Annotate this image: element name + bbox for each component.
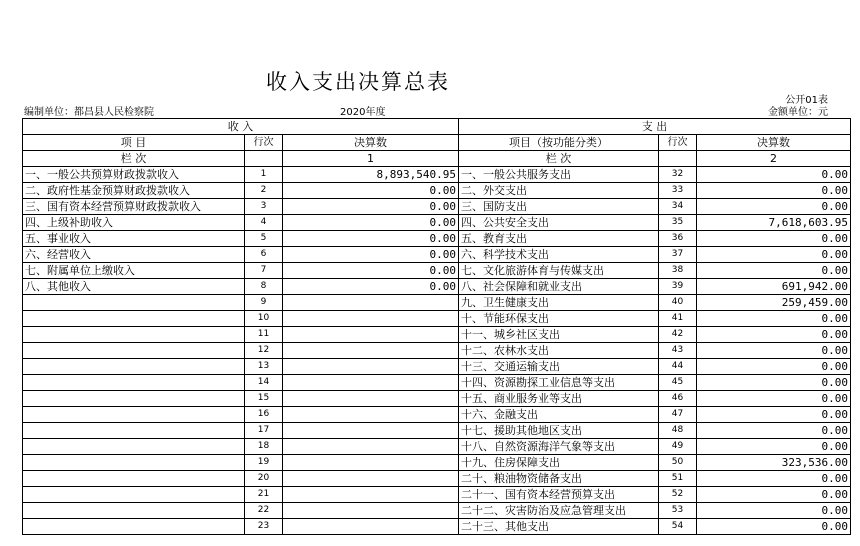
expense-item-cell: 十九、住房保障支出	[459, 455, 659, 471]
expense-amount-cell: 0.00	[697, 327, 851, 343]
expense-amount-cell: 7,618,603.95	[697, 215, 851, 231]
expense-amount-cell: 259,459.00	[697, 295, 851, 311]
income-line-cell: 9	[245, 295, 283, 311]
income-amount-cell: 0.00	[283, 263, 459, 279]
table-row	[23, 455, 851, 471]
expense-line-cell: 35	[659, 215, 697, 231]
income-line-cell: 12	[245, 343, 283, 359]
expense-amount-cell: 0.00	[697, 471, 851, 487]
expense-line-cell: 32	[659, 167, 697, 183]
income-item-cell	[23, 455, 245, 471]
income-item-cell	[23, 519, 245, 535]
income-item-cell: 三、国有资本经营预算财政拨款收入	[23, 199, 245, 215]
income-line-cell: 7	[245, 263, 283, 279]
income-line-cell: 4	[245, 215, 283, 231]
income-item-cell	[23, 311, 245, 327]
expense-amount-cell: 0.00	[697, 407, 851, 423]
income-line-cell: 11	[245, 327, 283, 343]
expense-item-cell: 四、公共安全支出	[459, 215, 659, 231]
expense-amount-cell: 323,536.00	[697, 455, 851, 471]
table-row	[23, 167, 851, 183]
table-row	[23, 471, 851, 487]
income-item-cell	[23, 375, 245, 391]
expense-item-cell: 十五、商业服务业等支出	[459, 391, 659, 407]
expense-line-cell: 33	[659, 183, 697, 199]
income-item-cell: 一、一般公共预算财政拨款收入	[23, 167, 245, 183]
expense-item-cell: 二十三、其他支出	[459, 519, 659, 535]
table-row	[23, 375, 851, 391]
income-expense-table	[22, 118, 851, 535]
form-number: 公开01表	[785, 95, 828, 106]
income-item-cell	[23, 487, 245, 503]
expense-item-cell: 十二、农林水支出	[459, 343, 659, 359]
expense-amount-header: 决算数	[697, 135, 851, 151]
table-row	[23, 231, 851, 247]
income-item-cell	[23, 503, 245, 519]
expense-item-cell: 二十一、国有资本经营预算支出	[459, 487, 659, 503]
expense-line-cell: 50	[659, 455, 697, 471]
expense-line-cell: 40	[659, 295, 697, 311]
expense-amount-cell: 0.00	[697, 167, 851, 183]
income-line-cell: 1	[245, 167, 283, 183]
income-amount-cell	[283, 487, 459, 503]
expense-item-cell: 十四、资源勘探工业信息等支出	[459, 375, 659, 391]
expense-line-cell: 41	[659, 311, 697, 327]
expense-item-cell: 七、文化旅游体育与传媒支出	[459, 263, 659, 279]
expense-line-index-cell	[659, 151, 697, 167]
income-amount-cell: 0.00	[283, 183, 459, 199]
column-header-row	[23, 135, 851, 151]
income-amount-cell: 0.00	[283, 215, 459, 231]
expense-line-cell: 37	[659, 247, 697, 263]
table-row	[23, 359, 851, 375]
expense-line-cell: 39	[659, 279, 697, 295]
expense-item-cell: 十、节能环保支出	[459, 311, 659, 327]
income-amount-cell	[283, 471, 459, 487]
expense-line-cell: 48	[659, 423, 697, 439]
table-row	[23, 519, 851, 535]
income-item-cell	[23, 407, 245, 423]
income-item-cell	[23, 391, 245, 407]
expense-line-cell: 46	[659, 391, 697, 407]
table-row	[23, 343, 851, 359]
expense-amount-cell: 0.00	[697, 359, 851, 375]
income-item-header: 项 目	[23, 135, 245, 151]
expense-amount-cell: 0.00	[697, 487, 851, 503]
income-amount-cell	[283, 311, 459, 327]
expense-amount-cell: 0.00	[697, 375, 851, 391]
expense-line-cell: 51	[659, 471, 697, 487]
income-item-cell	[23, 471, 245, 487]
expense-amount-cell: 0.00	[697, 231, 851, 247]
expense-item-cell: 一、一般公共服务支出	[459, 167, 659, 183]
income-line-index-cell	[245, 151, 283, 167]
table-row	[23, 263, 851, 279]
income-section-header: 收 入	[23, 119, 459, 135]
income-line-cell: 23	[245, 519, 283, 535]
expense-item-header: 项目（按功能分类）	[459, 135, 659, 151]
income-item-cell	[23, 327, 245, 343]
table-row	[23, 183, 851, 199]
income-line-cell: 3	[245, 199, 283, 215]
expense-amount-cell: 0.00	[697, 423, 851, 439]
expense-amount-index: 2	[697, 151, 851, 167]
income-amount-cell: 0.00	[283, 279, 459, 295]
expense-item-cell: 二、外交支出	[459, 183, 659, 199]
income-line-cell: 17	[245, 423, 283, 439]
income-item-cell	[23, 423, 245, 439]
income-item-cell: 二、政府性基金预算财政拨款收入	[23, 183, 245, 199]
expense-item-cell: 十八、自然资源海洋气象等支出	[459, 439, 659, 455]
income-amount-cell	[283, 295, 459, 311]
table-row	[23, 311, 851, 327]
table-row	[23, 215, 851, 231]
expense-item-cell: 二十二、灾害防治及应急管理支出	[459, 503, 659, 519]
income-amount-cell: 8,893,540.95	[283, 167, 459, 183]
expense-amount-cell: 691,942.00	[697, 279, 851, 295]
income-line-cell: 14	[245, 375, 283, 391]
expense-line-cell: 52	[659, 487, 697, 503]
income-amount-cell	[283, 327, 459, 343]
table-row	[23, 279, 851, 295]
expense-line-cell: 34	[659, 199, 697, 215]
income-line-cell: 2	[245, 183, 283, 199]
income-amount-cell: 0.00	[283, 247, 459, 263]
income-item-cell: 七、附属单位上缴收入	[23, 263, 245, 279]
money-unit: 金额单位：元	[768, 107, 828, 118]
expense-item-cell: 二十、粮油物资储备支出	[459, 471, 659, 487]
table-row	[23, 439, 851, 455]
expense-line-header: 行次	[659, 135, 697, 151]
section-header-row	[23, 119, 851, 135]
income-line-cell: 5	[245, 231, 283, 247]
expense-amount-cell: 0.00	[697, 311, 851, 327]
income-amount-cell	[283, 519, 459, 535]
expense-line-cell: 54	[659, 519, 697, 535]
income-amount-cell	[283, 407, 459, 423]
income-line-cell: 13	[245, 359, 283, 375]
expense-item-cell: 十七、援助其他地区支出	[459, 423, 659, 439]
income-item-cell	[23, 295, 245, 311]
income-item-cell: 五、事业收入	[23, 231, 245, 247]
expense-amount-cell: 0.00	[697, 247, 851, 263]
income-amount-cell	[283, 343, 459, 359]
expense-line-cell: 38	[659, 263, 697, 279]
table-row	[23, 487, 851, 503]
expense-item-cell: 十六、金融支出	[459, 407, 659, 423]
income-amount-cell	[283, 503, 459, 519]
table-row	[23, 503, 851, 519]
expense-amount-cell: 0.00	[697, 391, 851, 407]
income-item-cell	[23, 359, 245, 375]
income-line-cell: 22	[245, 503, 283, 519]
income-amount-cell	[283, 439, 459, 455]
table-row	[23, 423, 851, 439]
expense-line-cell: 43	[659, 343, 697, 359]
compiling-unit: 编制单位：都昌县人民检察院	[24, 107, 154, 118]
expense-line-cell: 47	[659, 407, 697, 423]
expense-line-cell: 36	[659, 231, 697, 247]
table-row	[23, 199, 851, 215]
income-amount-cell	[283, 375, 459, 391]
income-line-cell: 18	[245, 439, 283, 455]
income-amount-cell	[283, 423, 459, 439]
income-amount-cell	[283, 391, 459, 407]
table-row	[23, 295, 851, 311]
expense-amount-cell: 0.00	[697, 439, 851, 455]
income-line-cell: 19	[245, 455, 283, 471]
report-title: 收入支出决算总表	[266, 70, 450, 94]
income-line-cell: 10	[245, 311, 283, 327]
income-line-cell: 20	[245, 471, 283, 487]
expense-amount-cell: 0.00	[697, 183, 851, 199]
income-line-cell: 8	[245, 279, 283, 295]
expense-column-label: 栏 次	[459, 151, 659, 167]
table-row	[23, 247, 851, 263]
expense-item-cell: 十三、交通运输支出	[459, 359, 659, 375]
expense-item-cell: 九、卫生健康支出	[459, 295, 659, 311]
income-line-header: 行次	[245, 135, 283, 151]
fiscal-year: 2020年度	[340, 107, 386, 118]
income-item-cell	[23, 343, 245, 359]
income-amount-cell	[283, 359, 459, 375]
expense-line-cell: 44	[659, 359, 697, 375]
income-amount-header: 决算数	[283, 135, 459, 151]
expense-line-cell: 45	[659, 375, 697, 391]
expense-item-cell: 八、社会保障和就业支出	[459, 279, 659, 295]
expense-item-cell: 六、科学技术支出	[459, 247, 659, 263]
income-line-cell: 6	[245, 247, 283, 263]
expense-item-cell: 十一、城乡社区支出	[459, 327, 659, 343]
income-amount-cell: 0.00	[283, 231, 459, 247]
income-amount-cell: 0.00	[283, 199, 459, 215]
table-row	[23, 407, 851, 423]
income-amount-cell	[283, 455, 459, 471]
income-column-label: 栏 次	[23, 151, 245, 167]
expense-line-cell: 42	[659, 327, 697, 343]
income-item-cell	[23, 439, 245, 455]
income-line-cell: 21	[245, 487, 283, 503]
expense-amount-cell: 0.00	[697, 343, 851, 359]
expense-section-header: 支 出	[459, 119, 851, 135]
table-row	[23, 327, 851, 343]
expense-line-cell: 49	[659, 439, 697, 455]
expense-amount-cell: 0.00	[697, 503, 851, 519]
expense-amount-cell: 0.00	[697, 263, 851, 279]
income-amount-index: 1	[283, 151, 459, 167]
expense-amount-cell: 0.00	[697, 519, 851, 535]
income-line-cell: 15	[245, 391, 283, 407]
expense-item-cell: 五、教育支出	[459, 231, 659, 247]
expense-item-cell: 三、国防支出	[459, 199, 659, 215]
income-line-cell: 16	[245, 407, 283, 423]
table-row	[23, 391, 851, 407]
expense-amount-cell: 0.00	[697, 199, 851, 215]
income-item-cell: 八、其他收入	[23, 279, 245, 295]
income-item-cell: 四、上级补助收入	[23, 215, 245, 231]
income-item-cell: 六、经营收入	[23, 247, 245, 263]
expense-line-cell: 53	[659, 503, 697, 519]
column-index-row	[23, 151, 851, 167]
